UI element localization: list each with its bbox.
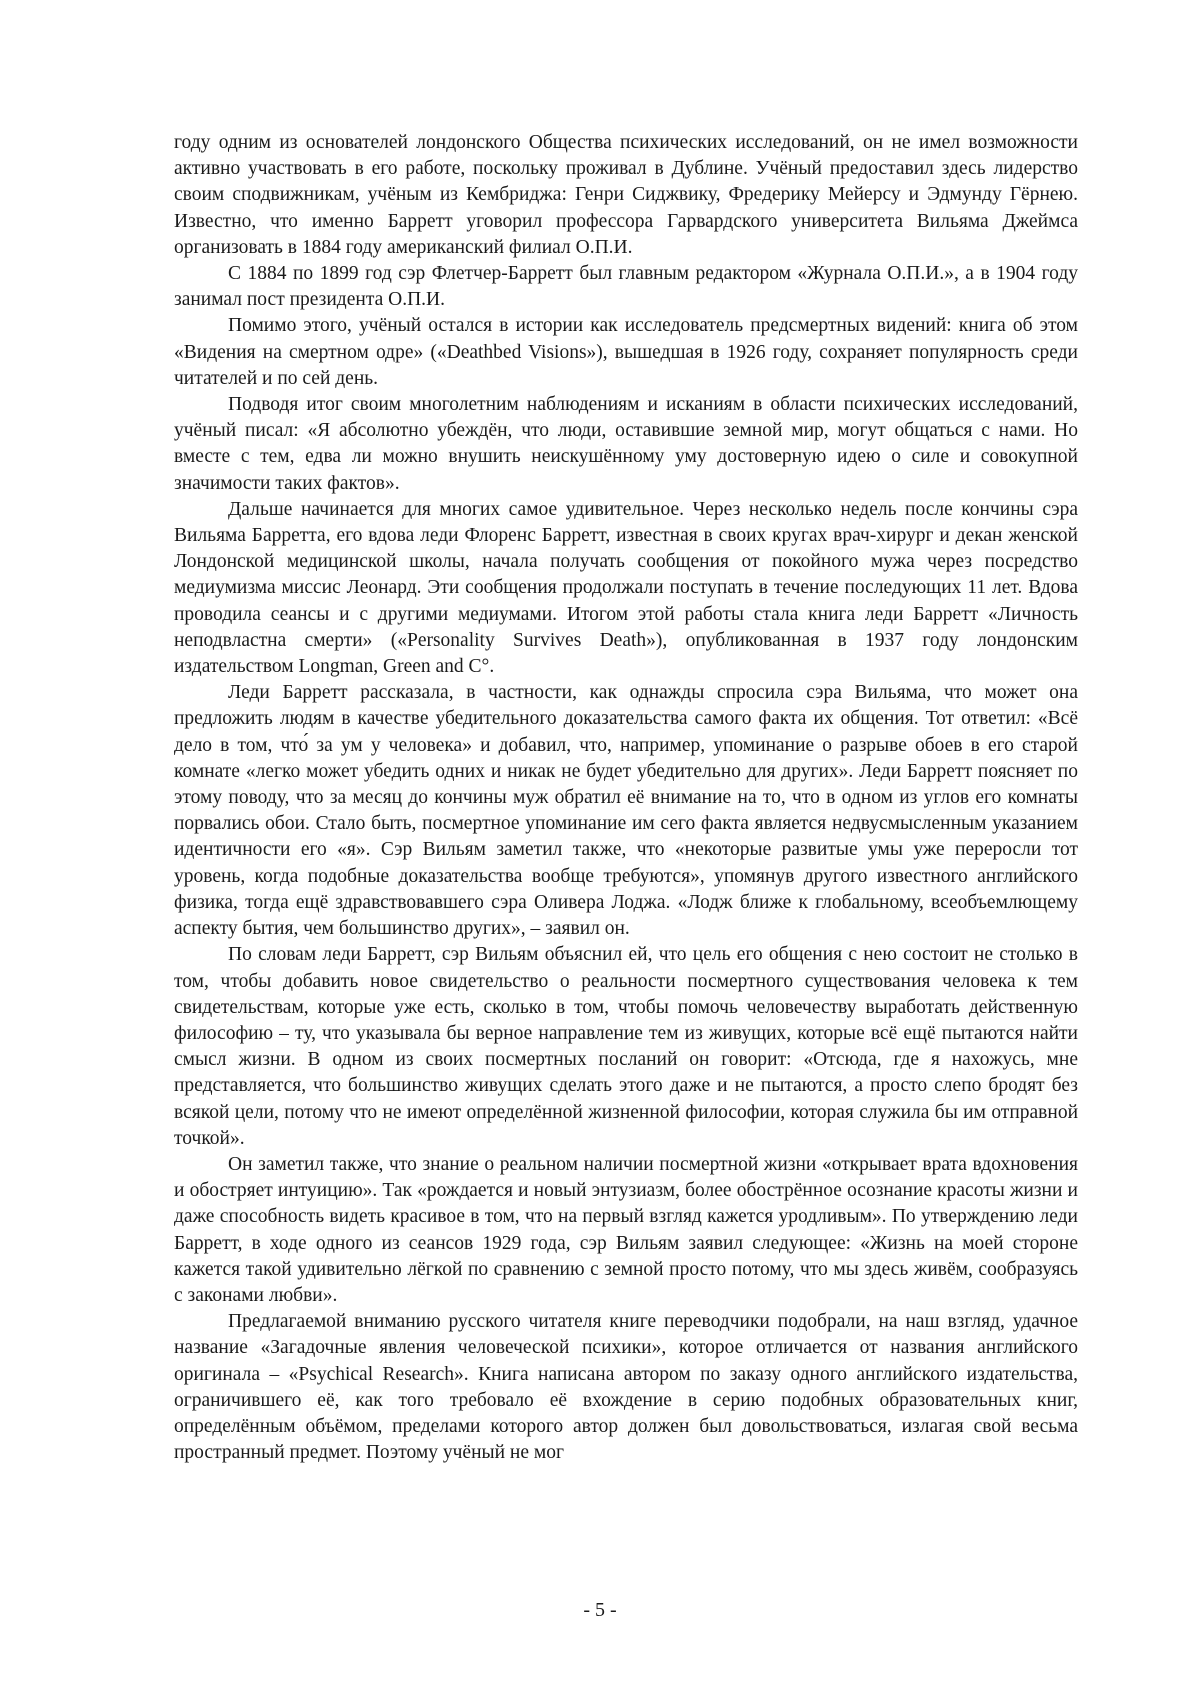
- paragraph-2: С 1884 по 1899 год сэр Флетчер-Барретт был главным редактором «Журнала О.П.И.», а в 1904 году занимал пост президента О.П.И.: [174, 263, 1078, 311]
- paragraph-9: Предлагаемой вниманию русского читателя книге переводчики подобрали, на наш взгляд, удачное название «Загадочные явления человеческой психики», которое отличается от названия английского оригинала – «Psychical Research». Книга написана автором по заказу одного английского издательства, ограничившего её, как того требовало её вхождение в серию подобных образовательных книг, определённым объёмом, пределами которого автор должен был довольствоваться, излагая свой весьма пространный предмет. Поэтому учёный не мог: [174, 1311, 1078, 1464]
- paragraph-3: Помимо этого, учёный остался в истории как исследователь предсмертных видений: книга об этом «Видения на смертном одре» («Deathbed Visions»), вышедшая в 1926 году, сохраняет популярность среди читателей и по сей день.: [174, 315, 1078, 389]
- body-text: [174, 130, 1078, 1466]
- paragraph-5: Дальше начинается для многих самое удивительное. Через несколько недель после кончины сэра Вильяма Барретта, его вдова леди Флоренс Барретт, известная в своих кругах врач-хирург и декан женской Лондонской медицинской школы, начала получать сообщения от покойного мужа через посредство медиумизма миссис Леонард. Эти сообщения продолжали поступать в течение последующих 11 лет. Вдова проводила сеансы и с другими медиумами. Итогом этой работы стала книга леди Барретт «Личность неподвластна смерти» («Personality Survives Death»), опубликованная в 1937 году лондонским издательством Longman, Green and C°.: [174, 498, 1078, 678]
- paragraph-6: Леди Барретт рассказала, в частности, как однажды спросила сэра Вильяма, что может она предложить людям в качестве убедительного доказательства самого факта их общения. Тот ответил: «Всё дело в том, что́ за ум у человека» и добавил, что, например, упоминание о разрыве обоев в его старой комнате «легко может убедить одних и никак не будет убедительно для других». Леди Барретт поясняет по этому поводу, что за месяц до кончины муж обратил её внимание на то, что в одном из углов его комнаты порвались обои. Стало быть, посмертное упоминание им сего факта является недвусмысленным указанием идентичности его «я». Сэр Вильям заметил также, что «некоторые развитые умы уже переросли тот уровень, когда подобные доказательства вообще требуются», упомянув другого известного английского физика, тогда ещё здравствовавшего сэра Оливера Лоджа. «Лодж ближе к глобальному, всеобъемлющему аспекту бытия, чем большинство других», – заявил он.: [174, 682, 1078, 940]
- paragraph-1: году одним из основателей лондонского Общества психических исследований, он не имел возможности активно участвовать в его работе, поскольку проживал в Дублине. Учёный предоставил здесь лидерство своим сподвижникам, учёным из Кембриджа: Генри Сиджвику, Фредерику Мейерсу и Эдмунду Гёрнею. Известно, что именно Барретт уговорил профессора Гарвардского университета Вильяма Джеймса организовать в 1884 году американский филиал О.П.И.: [174, 132, 1078, 258]
- paragraph-8: Он заметил также, что знание о реальном наличии посмертной жизни «открывает врата вдохновения и обостряет интуицию». Так «рождается и новый энтузиазм, более обострённое осознание красоты жизни и даже способность видеть красивое в том, что на первый взгляд кажется уродливым». По утверждению леди Барретт, в ходе одного из сеансов 1929 года, сэр Вильям заявил следующее: «Жизнь на моей стороне кажется такой удивительно лёгкой по сравнению с земной просто потому, что мы здесь живём, сообразуясь с законами любви».: [174, 1153, 1078, 1306]
- paragraph-4: Подводя итог своим многолетним наблюдениям и исканиям в области психических исследований, учёный писал: «Я абсолютно убеждён, что люди, оставившие земной мир, могут общаться с нами. Но вместе с тем, едва ли можно внушить неискушённому уму достоверную идею о силе и совокупной значимости таких фактов».: [174, 394, 1078, 494]
- paragraph-7: По словам леди Барретт, сэр Вильям объяснил ей, что цель его общения с нею состоит не столько в том, чтобы добавить новое свидетельство о реальности посмертного существования человека к тем свидетельствам, которые уже есть, сколько в том, чтобы помочь человечеству выработать действенную философию – ту, что указывала бы верное направление тем из живущих, которые всё ещё пытаются найти смысл жизни. В одном из своих посмертных посланий он говорит: «Отсюда, где я нахожусь, мне представляется, что большинство живущих сделать этого даже и не пытаются, а просто слепо бродят без всякой цели, потому что не имеют определённой жизненной философии, которая служила бы им отправной точкой».: [174, 944, 1078, 1149]
- page-number: - 5 -: [583, 1599, 617, 1621]
